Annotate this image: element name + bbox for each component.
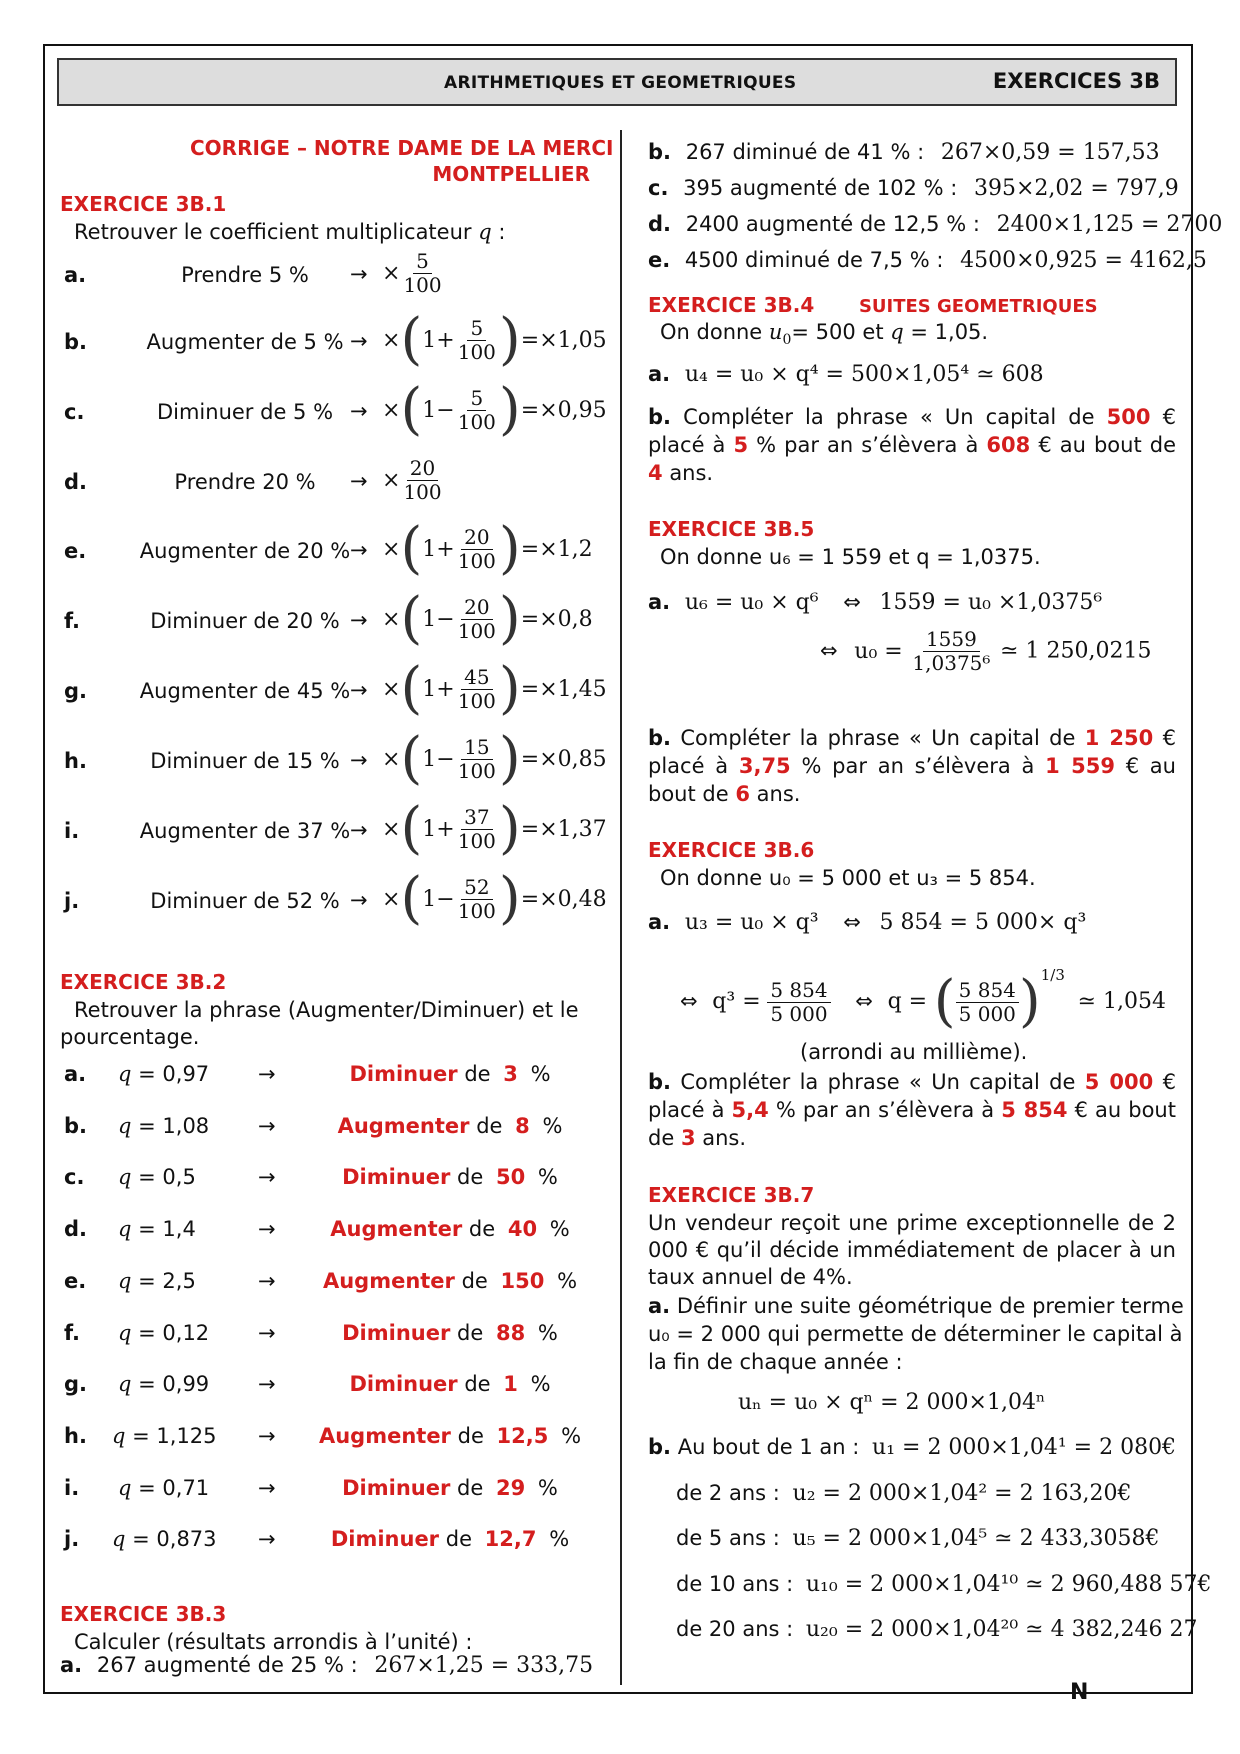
row-expression: × ( 1+ $\frac{45}{100}$ ) =×1,45 [382,656,607,721]
ex1-row [60,863,607,935]
arrow-icon: → [350,399,368,423]
row-label: de 10 ans : [676,1571,794,1596]
row-label: de 2 ans : [676,1480,780,1505]
header-title: ARITHMETIQUES ET GEOMETRIQUES [444,73,797,93]
ex4-header: EXERCICE 3B.4 SUITES GEOMETRIQUES [648,293,1098,317]
ex6-a: a. u₃ = u₀ × q³ ⇔ 5 854 = 5 000× q³ [648,910,1087,935]
ex7-title: EXERCICE 3B.7 [648,1183,815,1207]
row-eq: u₁ = 2 000×1,04¹ = 2 080€ [872,1435,1177,1460]
ex6-title: EXERCICE 3B.6 [648,838,815,862]
ex7-a: a. Définir une suite géométrique de premier terme u₀ = 2 000 qui permette de déterminer le capital à la fin de chaque année : [648,1294,1184,1374]
arrow-icon: → [258,1527,276,1552]
ex4-b: b. Compléter la phrase « Un capital de 500 € placé à 5 % par an s’élèvera à 608 € au bout de 4 ans. [648,405,1176,485]
arrow-icon: → [258,1217,276,1242]
arrow-icon: → [258,1062,276,1086]
row-calc: 267×0,59 = 157,53 [940,140,1160,165]
ex3-row [648,140,1160,165]
row-letter: j. [64,1527,80,1552]
ex7-row [676,1481,1132,1506]
arrow-icon: → [258,1113,276,1138]
ex2-row [60,1114,600,1144]
row-calc: 2400×1,125 = 2700 [996,212,1223,237]
ex3-title: EXERCICE 3B.3 [60,1602,227,1626]
ex3-row [60,1653,593,1678]
ex3-row [648,176,1179,201]
row-letter: d. [648,212,672,236]
ex2-row [60,1321,600,1351]
ex7-row [676,1617,1198,1642]
ex1-row [60,793,607,865]
arrow-icon: → [258,1268,276,1293]
ex1-row [60,237,600,309]
row-q: q = 1,125 [112,1423,217,1448]
ex6-note: (arrondi au millième). [800,1040,1028,1064]
row-answer: Diminuer de 50 % [342,1165,558,1190]
row-text: 2400 augmenté de 12,5 % : [685,212,980,236]
row-label: Diminuer de 5 % [156,400,334,424]
row-letter: i. [64,819,80,843]
ex6-a-fraction: ⇔ q³ = $\frac{5 854}{5 000}$ ⇔ q = ( $\frac{5 854}{5 000}$ )$^{1/3}$ ≃ 1,054 [680,966,1167,1034]
row-answer: Diminuer de 1 % [349,1372,551,1397]
row-expression: × ( 1− $\frac{15}{100}$ ) =×0,85 [382,726,607,791]
row-letter: c. [64,1165,85,1190]
row-expression: × ( 1+ $\frac{5}{100}$ ) =×1,05 [382,307,607,372]
ex1-row [60,374,607,446]
row-expression: × $\frac{20}{100}$ [382,455,442,504]
ex5-a-fraction: ⇔ u₀ = $\frac{1559}{\text{1,0375⁶}}$ ≃ 1 250,0215 [820,627,1152,675]
ex1-row [60,653,607,725]
row-q: q = 1,08 [118,1113,210,1138]
ex2-row [60,1476,600,1506]
row-letter: a. [64,263,87,287]
row-text: 4500 diminué de 7,5 % : [684,248,944,272]
row-calc: 4500×0,925 = 4162,5 [960,248,1207,273]
row-label: Diminuer de 52 % [150,889,340,913]
row-label: Diminuer de 20 % [150,609,340,633]
arrow-icon: → [258,1372,276,1397]
row-eq: u₂ = 2 000×1,04² = 2 163,20€ [792,1480,1132,1506]
row-answer: Diminuer de 12,7 % [330,1527,570,1552]
row-q: q = 0,97 [118,1062,210,1086]
ex1-intro: Retrouver le coefficient multiplicateur q : [74,220,506,244]
ex6-given: On donne u₀ = 5 000 et u₃ = 5 854. [660,866,1036,890]
ex3-row [648,212,1222,237]
ex1-row [60,583,600,655]
arrow-icon: → [350,329,368,353]
row-letter: a. [64,1062,87,1086]
row-letter: d. [64,1217,88,1242]
row-q: q = 0,5 [118,1165,196,1190]
row-text: 267 diminué de 41 % : [685,140,925,164]
row-label: Diminuer de 15 % [150,749,340,773]
row-letter: c. [64,400,85,424]
ex2-row [60,1424,600,1454]
row-label: Prendre 20 % [174,470,316,494]
arrow-icon: → [350,888,368,912]
header-exercices: EXERCICES 3B [992,69,1160,93]
row-letter: b. [648,1435,672,1459]
row-letter: e. [64,539,87,563]
row-label: Augmenter de 45 % [139,679,351,703]
row-letter: d. [64,470,88,494]
row-label: Augmenter de 5 % [146,330,344,354]
ex7-intro: Un vendeur reçoit une prime exceptionnelle de 2 000 € qu’il décide immédiatement de placer à un taux annuel de 4%. [648,1211,1176,1289]
row-expression: × ( 1+ $\frac{37}{100}$ ) =×1,37 [382,796,607,861]
ex2-row [60,1372,600,1402]
row-letter: b. [64,1113,88,1138]
row-letter: g. [64,1372,88,1397]
row-eq: u₁₀ = 2 000×1,04¹⁰ ≃ 2 960,488 57€ [805,1571,1212,1597]
row-letter: c. [648,176,669,200]
row-letter: h. [64,749,87,773]
ex1-row [60,304,607,376]
ex4-given: On donne $u_0= 500$ et q = 1,05. [660,320,989,349]
ex2-row [60,1165,600,1195]
row-expression: × $\frac{5}{100}$ [382,248,442,297]
row-q: q = 1,4 [118,1217,196,1242]
ex5-given: On donne u₆ = 1 559 et q = 1,0375. [660,545,1041,569]
row-letter: g. [64,679,88,703]
ex3-intro: Calculer (résultats arrondis à l’unité) : [74,1630,473,1654]
row-q: q = 0,71 [118,1475,210,1500]
row-label: Au bout de 1 an : [677,1435,860,1459]
row-letter: h. [64,1423,87,1448]
ex2-title: EXERCICE 3B.2 [60,970,227,994]
corner-mark: N [1070,1680,1089,1705]
row-q: q = 0,99 [118,1372,210,1397]
arrow-icon: → [350,608,368,632]
arrow-icon: → [258,1165,276,1190]
ex7-row [676,1526,1160,1551]
ex5-a: a. u₆ = u₀ × q⁶ ⇔ 1559 = u₀ ×1,0375⁶ [648,590,1103,615]
row-label: Augmenter de 37 % [139,819,351,843]
row-letter: i. [64,1475,80,1500]
row-letter: f. [64,1320,80,1345]
arrow-icon: → [258,1475,276,1500]
row-letter: e. [64,1268,87,1293]
row-eq: u₅ = 2 000×1,04⁵ ≃ 2 433,3058€ [792,1526,1160,1551]
row-answer: Diminuer de 88 % [342,1320,558,1345]
ex4-a: a. u₄ = u₀ × q⁴ = 500×1,05⁴ ≃ 608 [648,362,1044,387]
ex2-row [60,1269,600,1299]
row-answer: Augmenter de 12,5 % [318,1423,582,1448]
ex1-row [60,513,600,585]
ex7-row [648,1435,1176,1460]
ex3-row [648,248,1207,273]
arrow-icon: → [350,262,368,286]
row-label: Prendre 5 % [181,263,309,287]
ex2-row [60,1062,600,1092]
row-eq: u₂₀ = 2 000×1,04²⁰ ≃ 4 382,246 27 [805,1617,1198,1642]
ex1-row [60,444,600,516]
row-expression: × ( 1− $\frac{5}{100}$ ) =×0,95 [382,377,607,442]
row-expression: × ( 1− $\frac{52}{100}$ ) =×0,48 [382,866,607,931]
row-expression: × ( 1− $\frac{20}{100}$ ) =×0,8 [382,586,593,651]
arrow-icon: → [350,748,368,772]
arrow-icon: → [258,1423,276,1448]
row-text: 267 augmenté de 25 % : [96,1653,358,1677]
ex2-row [60,1217,600,1247]
ex7-formula: uₙ = u₀ × qⁿ = 2 000×1,04ⁿ [738,1390,1046,1415]
row-answer: Diminuer de 3 % [349,1062,551,1086]
row-label: de 20 ans : [676,1617,794,1641]
row-text: 395 augmenté de 102 % : [683,176,958,200]
arrow-icon: → [350,818,368,842]
row-label: de 5 ans : [676,1526,780,1550]
arrow-icon: → [258,1320,276,1345]
ex2-intro2: pourcentage. [60,1025,200,1049]
column-divider [620,130,622,1685]
row-letter: e. [648,248,671,272]
row-answer: Diminuer de 29 % [342,1475,558,1500]
arrow-icon: → [350,469,368,493]
row-q: q = 0,873 [112,1527,217,1552]
row-answer: Augmenter de 40 % [330,1217,570,1242]
ex5-b: b. Compléter la phrase « Un capital de 1 250 € placé à 3,75 % par an s’élèvera à 1 559 € au bout de 6 ans. [648,726,1176,806]
arrow-icon: → [350,678,368,702]
ex6-b: b. Compléter la phrase « Un capital de 5 000 € placé à 5,4 % par an s’élèvera à 5 854 € au bout de 3 ans. [648,1070,1176,1150]
ex5-title: EXERCICE 3B.5 [648,517,815,541]
row-answer: Augmenter de 150 % [322,1268,578,1293]
row-answer: Augmenter de 8 % [337,1113,563,1138]
row-expression: × ( 1+ $\frac{20}{100}$ ) =×1,2 [382,516,593,581]
row-letter: f. [64,609,80,633]
row-calc: 395×2,02 = 797,9 [973,176,1179,201]
ex1-title: EXERCICE 3B.1 [60,192,227,216]
row-label: Augmenter de 20 % [139,539,351,563]
row-letter: b. [648,140,672,164]
ex2-intro1: Retrouver la phrase (Augmenter/Diminuer) et le [74,998,579,1022]
row-letter: j. [64,889,80,913]
row-q: q = 2,5 [118,1268,196,1293]
row-calc: 267×1,25 = 333,75 [374,1653,594,1678]
row-letter: b. [64,330,88,354]
corrige-title: CORRIGE – NOTRE DAME DE LA MERCI MONTPELLIER [190,136,614,186]
row-q: q = 0,12 [118,1320,210,1345]
ex1-row [60,723,607,795]
ex2-row [60,1527,600,1557]
page-header [57,58,1177,106]
row-letter: a. [60,1653,83,1677]
ex7-row [676,1572,1212,1597]
arrow-icon: → [350,538,368,562]
